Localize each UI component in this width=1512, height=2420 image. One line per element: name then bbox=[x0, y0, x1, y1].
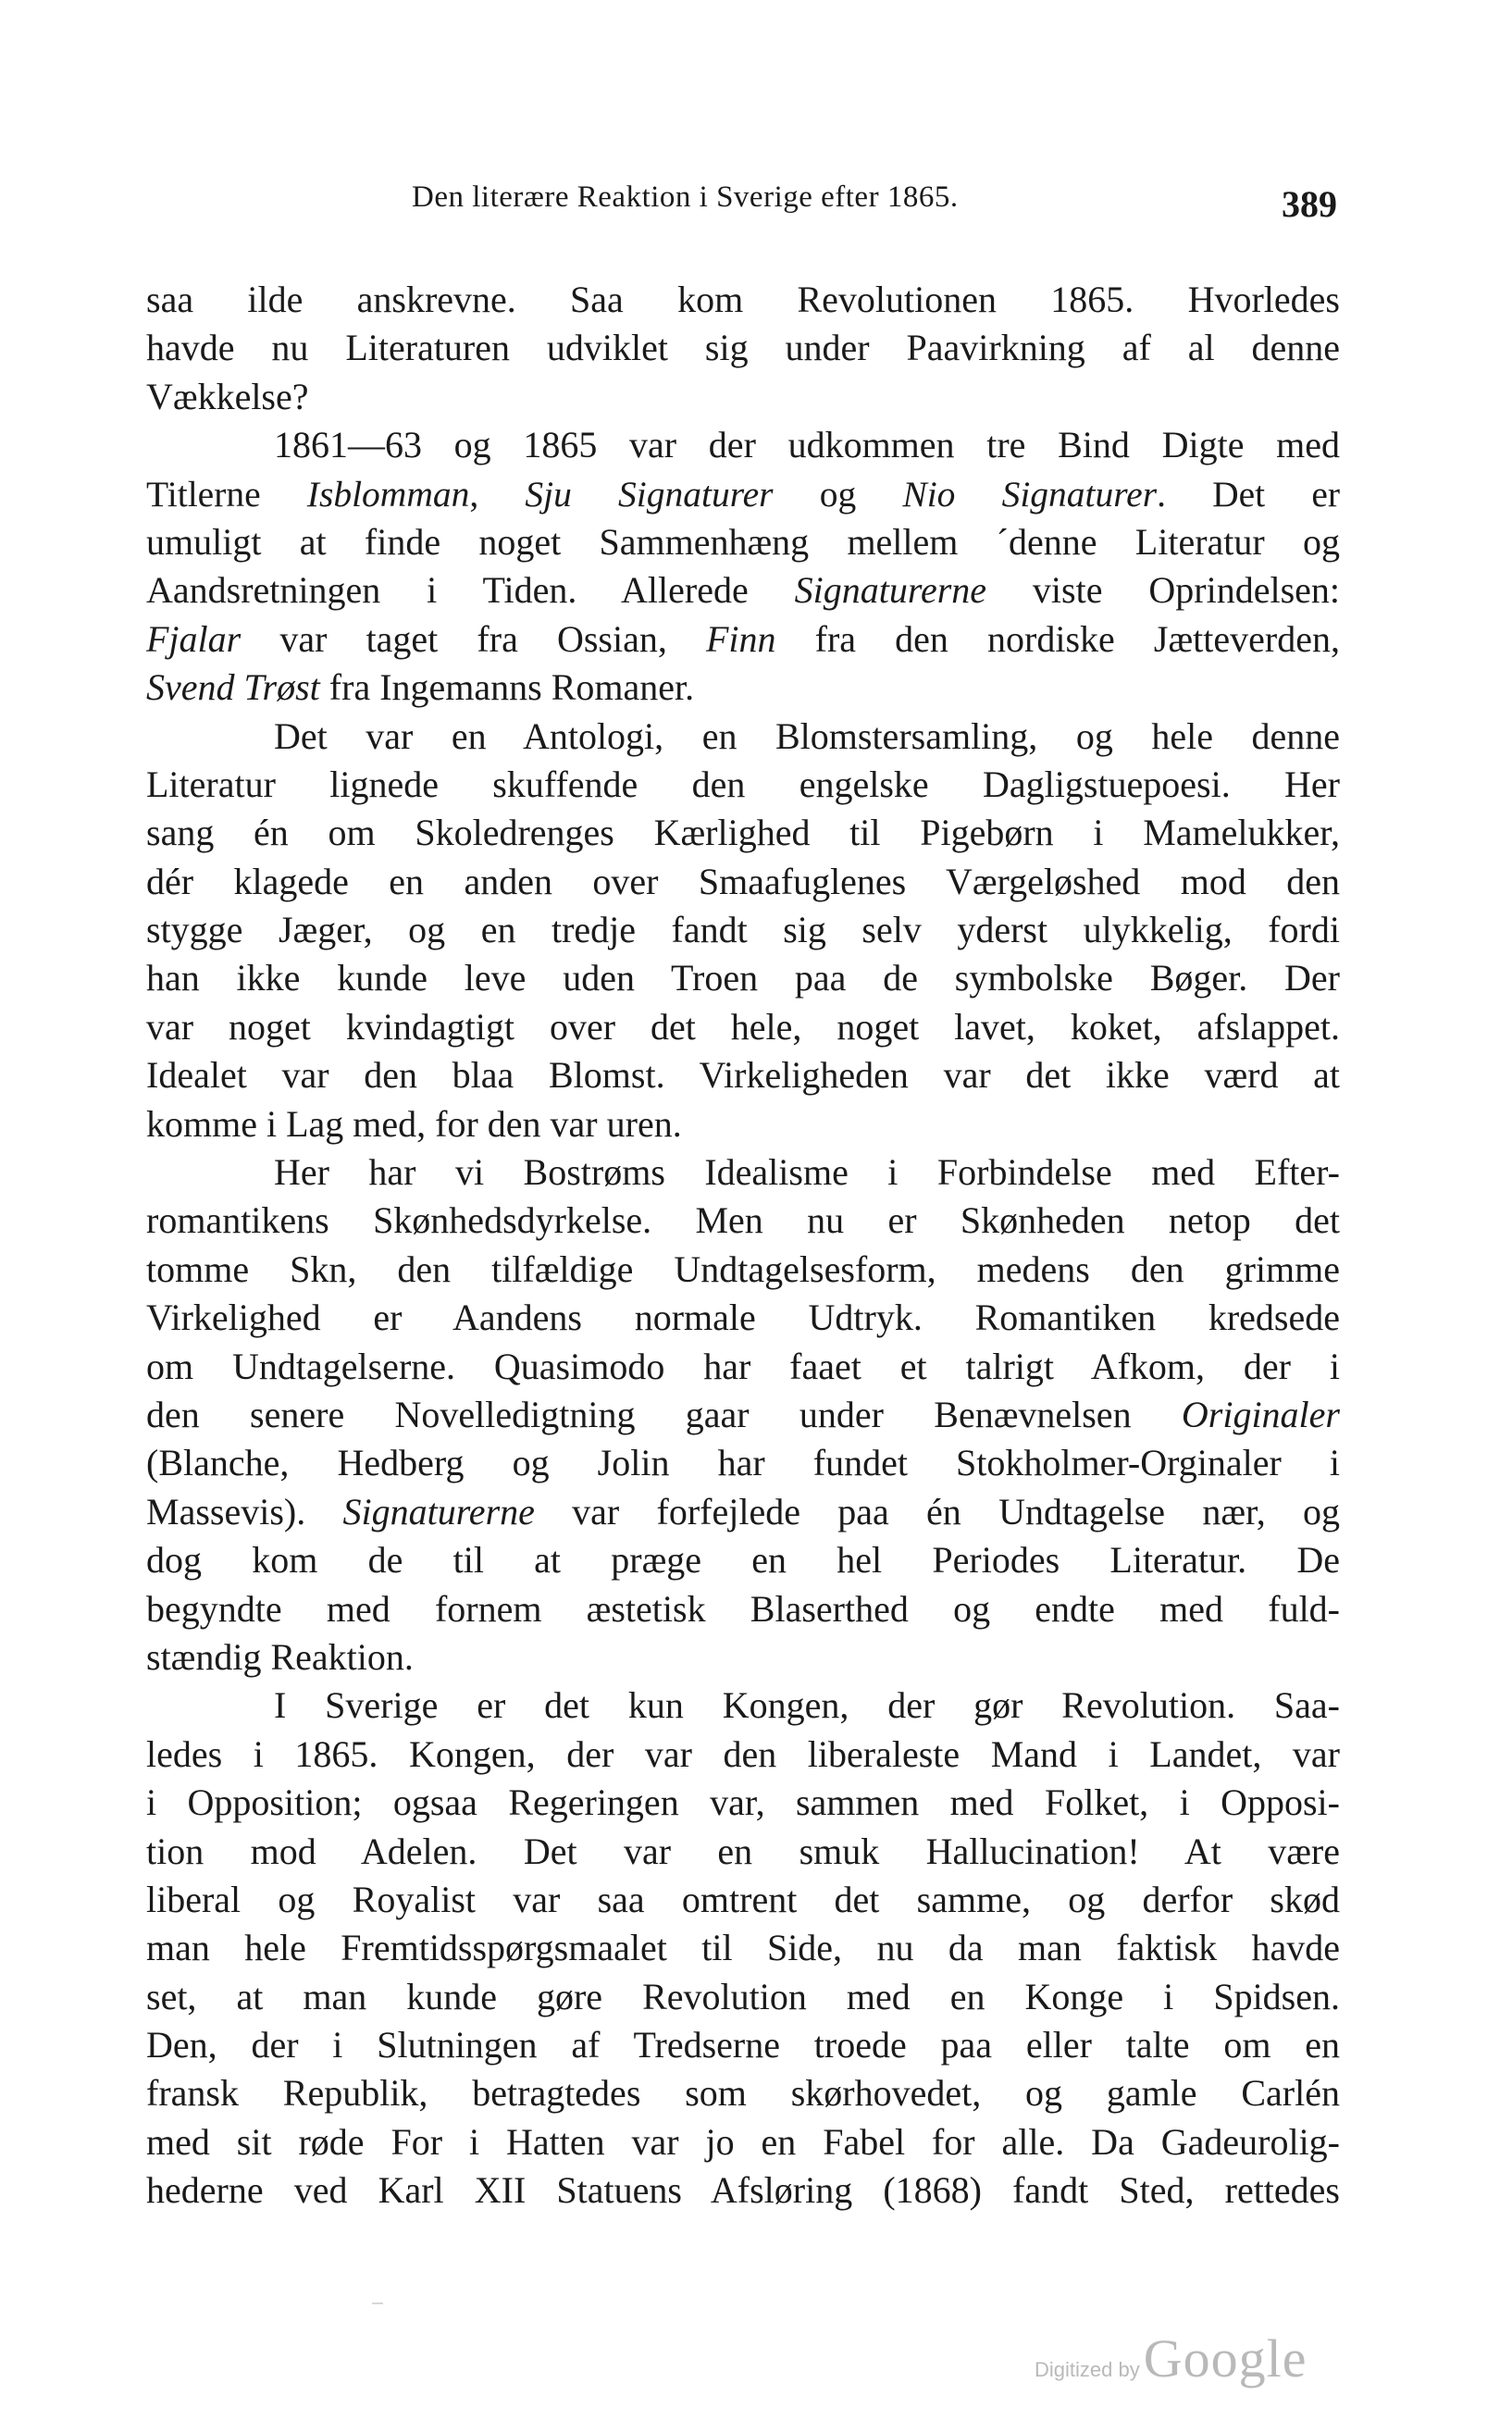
text-line bbox=[146, 1343, 1340, 1391]
text-segment: ledes i 1865. Kongen, der var den liberaleste Mand i Landet, var bbox=[146, 1732, 1340, 1775]
text-segment: dog kom de til at præge en hel Periodes Literatur. De bbox=[146, 1539, 1340, 1582]
text-line bbox=[146, 906, 1340, 954]
text-line bbox=[146, 954, 1340, 1002]
text-line bbox=[146, 276, 1340, 324]
text-segment: komme i Lag med, for den var uren. bbox=[146, 1102, 682, 1145]
text-line bbox=[146, 518, 1340, 566]
text-line bbox=[146, 324, 1340, 372]
text-segment: fra den nordiske Jætteverden, bbox=[775, 617, 1340, 660]
text-line bbox=[146, 713, 1340, 761]
text-segment: tomme Skn, den tilfældige Undtagelsesform, medens den grimme bbox=[146, 1247, 1340, 1290]
italic-title: Sju Signaturer bbox=[525, 473, 774, 515]
italic-title: Fjalar bbox=[146, 617, 242, 660]
text-segment: 1861—63 og 1865 var der udkommen tre Bind Digte med bbox=[274, 424, 1340, 466]
text-line bbox=[146, 2021, 1340, 2069]
google-logo: Google bbox=[1143, 2328, 1308, 2389]
text-segment: og bbox=[773, 473, 903, 515]
text-line bbox=[146, 1924, 1340, 1972]
text-segment: Idealet var den blaa Blomst. Virkeligheden var det ikke værd at bbox=[146, 1054, 1340, 1097]
text-segment: Vækkelse? bbox=[146, 375, 309, 417]
text-segment: havde nu Literaturen udviklet sig under Paavirkning af al denne bbox=[146, 327, 1340, 369]
text-segment: saa ilde anskrevne. Saa kom Revolutionen 1865. Hvorledes bbox=[146, 279, 1340, 320]
text-segment: I Sverige er det kun Kongen, der gør Revolution. Saa- bbox=[274, 1684, 1340, 1727]
text-line bbox=[146, 1051, 1340, 1099]
text-segment: umuligt at finde noget Sammenhæng mellem ´denne Literatur og bbox=[146, 520, 1340, 563]
text-segment: var forfejlede paa én Undtagelse nær, og bbox=[534, 1490, 1340, 1533]
italic-title: Originaler bbox=[1181, 1393, 1340, 1435]
text-segment: den senere Novelledigtning gaar under Benævnelsen bbox=[146, 1393, 1182, 1435]
text-line bbox=[146, 1100, 1340, 1148]
text-line bbox=[146, 1731, 1340, 1779]
text-segment: var taget fra Ossian, bbox=[241, 617, 706, 660]
text-segment: hederne ved Karl XII Statuens Afsløring (1868) fandt Sted, rettedes bbox=[146, 2169, 1340, 2212]
text-line bbox=[146, 2118, 1340, 2166]
text-line bbox=[146, 858, 1340, 906]
text-line bbox=[146, 1585, 1340, 1633]
text-line bbox=[146, 1148, 1340, 1197]
text-segment: fransk Republik, betragtedes som skørhovedet, og gamle Carlén bbox=[146, 2072, 1340, 2115]
text-segment: viste Oprindelsen: bbox=[986, 569, 1340, 612]
italic-title: Signaturerne bbox=[342, 1490, 535, 1533]
page-header bbox=[148, 180, 1337, 236]
text-segment: set, at man kunde gøre Revolution med en Konge i Spidsen. bbox=[146, 1975, 1340, 2017]
text-segment: Titlerne bbox=[146, 473, 307, 515]
page-number: 389 bbox=[1282, 183, 1337, 225]
text-line bbox=[146, 1391, 1340, 1439]
text-line bbox=[146, 2069, 1340, 2117]
text-line bbox=[146, 761, 1340, 809]
text-line bbox=[146, 1003, 1340, 1051]
text-segment: med sit røde For i Hatten var jo en Fabel for alle. Da Gadeurolig- bbox=[146, 2120, 1340, 2163]
text-line bbox=[146, 2166, 1340, 2215]
text-line bbox=[146, 664, 1340, 712]
text-segment: liberal og Royalist var saa omtrent det samme, og derfor skød bbox=[146, 1878, 1340, 1920]
text-line bbox=[146, 566, 1340, 614]
text-segment: Her har vi Bostrøms Idealisme i Forbindelse med Efter- bbox=[274, 1151, 1340, 1194]
text-line bbox=[146, 1682, 1340, 1730]
text-segment: Det var en Antologi, en Blomstersamling, og hele denne bbox=[274, 714, 1340, 757]
italic-title: Svend Trøst bbox=[146, 666, 320, 709]
text-line bbox=[146, 1246, 1340, 1294]
text-line bbox=[146, 1779, 1340, 1827]
text-segment: Virkelighed er Aandens normale Udtryk. Romantiken kredsede bbox=[146, 1297, 1340, 1339]
text-segment: om Undtagelserne. Quasimodo har faaet et talrigt Afkom, der i bbox=[146, 1345, 1340, 1387]
digitized-by-google-watermark bbox=[1035, 2327, 1307, 2389]
text-line bbox=[146, 809, 1340, 857]
text-segment: sang én om Skoledrenges Kærlighed til Pigebørn i Mamelukker, bbox=[146, 812, 1340, 854]
body-text bbox=[146, 276, 1340, 2215]
text-line bbox=[146, 421, 1340, 469]
text-segment: (Blanche, Hedberg og Jolin har fundet Stokholmer-Orginaler i bbox=[146, 1442, 1340, 1484]
text-segment: stændig Reaktion. bbox=[146, 1635, 414, 1678]
text-line bbox=[146, 1633, 1340, 1682]
text-line bbox=[146, 1828, 1340, 1876]
text-segment: begyndte med fornem æstetisk Blaserthed og endte med fuld- bbox=[146, 1587, 1340, 1630]
italic-title: Nio Signaturer bbox=[902, 473, 1158, 515]
text-line bbox=[146, 1197, 1340, 1245]
text-segment: Massevis). bbox=[146, 1490, 343, 1533]
text-line bbox=[146, 1294, 1340, 1342]
text-line bbox=[146, 1488, 1340, 1536]
text-segment: Aandsretningen i Tiden. Allerede bbox=[146, 569, 795, 612]
text-segment: dér klagede en anden over Smaafuglenes Værgeløshed mod den bbox=[146, 860, 1340, 902]
text-line bbox=[146, 615, 1340, 664]
text-line bbox=[146, 1439, 1340, 1487]
text-line bbox=[146, 1536, 1340, 1584]
text-segment: stygge Jæger, og en tredje fandt sig selv yderst ulykkelig, fordi bbox=[146, 909, 1340, 951]
text-segment: . Det er bbox=[1157, 473, 1340, 515]
stray-mark bbox=[372, 2302, 383, 2304]
text-line bbox=[146, 1876, 1340, 1924]
text-line bbox=[146, 1973, 1340, 2021]
text-segment: i Opposition; ogsaa Regeringen var, sammen med Folket, i Opposi- bbox=[146, 1781, 1340, 1824]
text-segment: man hele Fremtidsspørgsmaalet til Side, nu da man faktisk havde bbox=[146, 1927, 1340, 1969]
italic-title: Finn bbox=[705, 617, 776, 660]
text-segment: romantikens Skønhedsdyrkelse. Men nu er Skønheden netop det bbox=[146, 1199, 1340, 1242]
text-line bbox=[146, 373, 1340, 421]
text-segment: tion mod Adelen. Det var en smuk Hallucination! At være bbox=[146, 1830, 1340, 1872]
running-title: Den literære Reaktion i Sverige efter 1865. bbox=[412, 180, 959, 214]
italic-title: Isblomman bbox=[306, 473, 470, 515]
text-segment: , bbox=[469, 473, 526, 515]
text-line bbox=[146, 470, 1340, 518]
watermark-digitized-text: Digitized by bbox=[1035, 2358, 1140, 2381]
italic-title: Signaturerne bbox=[794, 569, 987, 612]
text-segment: han ikke kunde leve uden Troen paa de symbolske Bøger. Der bbox=[146, 957, 1340, 999]
text-segment: Den, der i Slutningen af Tredserne troede paa eller talte om en bbox=[146, 2024, 1340, 2066]
text-segment: fra Ingemanns Romaner. bbox=[319, 666, 695, 709]
text-segment: Literatur lignede skuffende den engelske Dagligstuepoesi. Her bbox=[146, 763, 1340, 805]
text-segment: var noget kvindagtigt over det hele, noget lavet, koket, afslappet. bbox=[146, 1005, 1340, 1048]
